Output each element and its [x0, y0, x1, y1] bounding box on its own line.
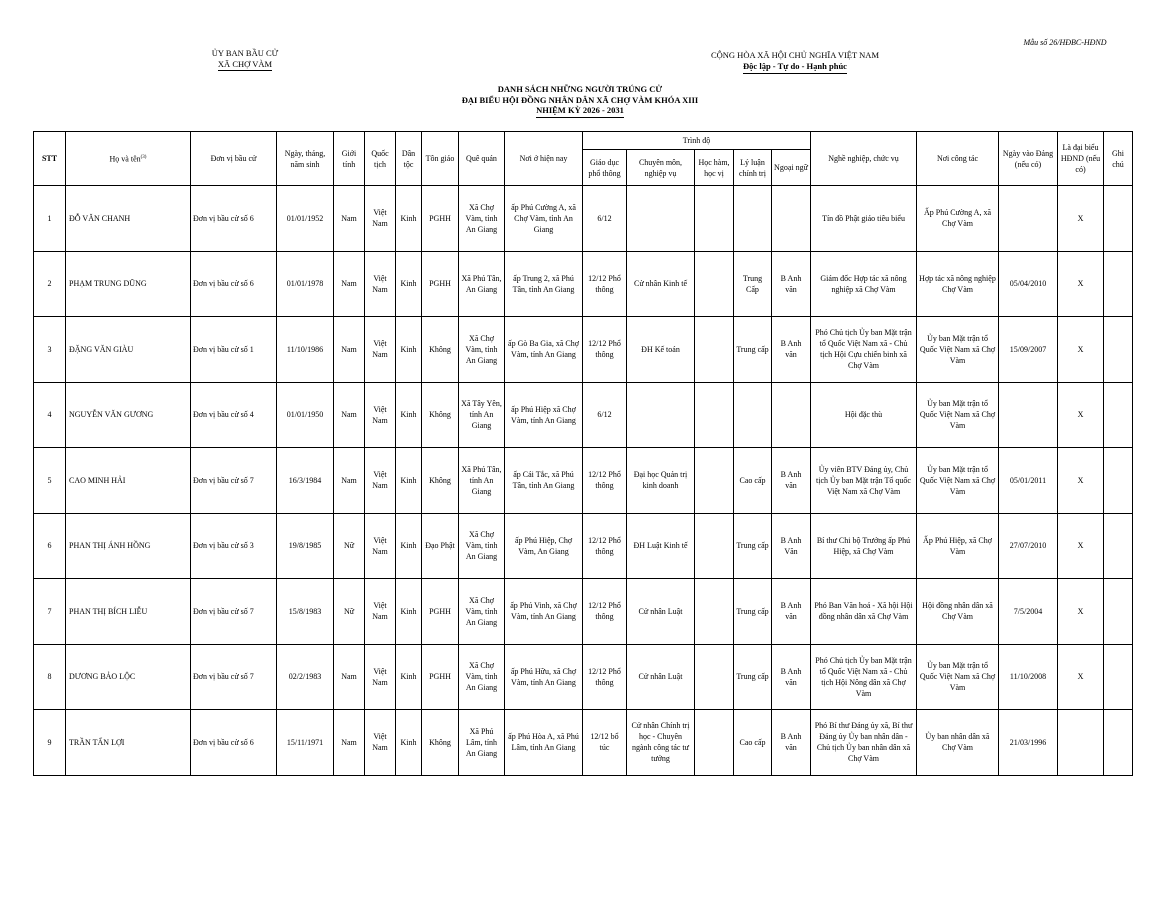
- cell-religion: PGHH: [422, 644, 459, 710]
- cell-hometown: Xã Phú Tân, An Giang: [459, 251, 505, 317]
- cell-nationality: Việt Nam: [365, 513, 396, 579]
- cell-is-delegate: X: [1058, 382, 1104, 448]
- cell-occupation: Ủy viên BTV Đảng ủy, Chủ tịch Ủy ban Mặt trận Tổ quốc Việt Nam xã Chợ Vàm: [811, 448, 917, 514]
- national-header: [690, 50, 900, 74]
- cell-ethnicity: Kinh: [396, 382, 422, 448]
- cell-language: B Anh văn: [772, 251, 811, 317]
- cell-hometown: Xã Phú Tân, tỉnh An Giang: [459, 448, 505, 514]
- cell-residence: ấp Gò Ba Gia, xã Chợ Vàm, tỉnh An Giang: [505, 317, 583, 383]
- cell-dob: 01/01/1952: [277, 186, 334, 252]
- cell-ethnicity: Kinh: [396, 317, 422, 383]
- cell-general-edu: 12/12 Phổ thông: [583, 644, 627, 710]
- cell-academic: [695, 513, 734, 579]
- cell-general-edu: 12/12 Phổ thông: [583, 251, 627, 317]
- document-title: [420, 84, 740, 118]
- cell-is-delegate: X: [1058, 579, 1104, 645]
- cell-political: Trung Cấp: [734, 251, 772, 317]
- cell-nationality: Việt Nam: [365, 448, 396, 514]
- cell-note: [1104, 644, 1133, 710]
- col-occupation: Nghề nghiệp, chức vụ: [811, 132, 917, 186]
- cell-academic: [695, 579, 734, 645]
- table-body: [34, 186, 1133, 776]
- cell-stt: 3: [34, 317, 66, 383]
- cell-political: [734, 382, 772, 448]
- cell-stt: 7: [34, 579, 66, 645]
- cell-language: [772, 186, 811, 252]
- form-number: Mẫu số 26/HĐBC-HĐND: [1023, 38, 1107, 47]
- cell-occupation: Giám đốc Hợp tác xã nông nghiệp xã Chợ Vàm: [811, 251, 917, 317]
- col-academic: Học hàm, học vị: [695, 150, 734, 186]
- cell-residence: ấp Trung 2, xã Phú Tân, tỉnh An Giang: [505, 251, 583, 317]
- cell-residence: ấp Phú Vinh, xã Chợ Vàm, tỉnh An Giang: [505, 579, 583, 645]
- cell-workplace: Hợp tác xã nông nghiệp Chợ Vàm: [917, 251, 999, 317]
- cell-occupation: Hội đặc thù: [811, 382, 917, 448]
- cell-name: DƯƠNG BẢO LỘC: [66, 644, 191, 710]
- cell-party-date: 15/09/2007: [999, 317, 1058, 383]
- cell-specialty: [627, 382, 695, 448]
- cell-is-delegate: X: [1058, 644, 1104, 710]
- cell-note: [1104, 579, 1133, 645]
- col-residence: Nơi ở hiện nay: [505, 132, 583, 186]
- cell-name: ĐỖ VĂN CHANH: [66, 186, 191, 252]
- cell-dob: 01/01/1978: [277, 251, 334, 317]
- cell-language: B Anh văn: [772, 448, 811, 514]
- col-education-group: Trình độ: [583, 132, 811, 150]
- cell-stt: 2: [34, 251, 66, 317]
- cell-academic: [695, 382, 734, 448]
- cell-is-delegate: X: [1058, 448, 1104, 514]
- cell-party-date: 05/04/2010: [999, 251, 1058, 317]
- col-nationality: Quốc tịch: [365, 132, 396, 186]
- cell-academic: [695, 448, 734, 514]
- cell-language: B Anh văn: [772, 644, 811, 710]
- cell-nationality: Việt Nam: [365, 251, 396, 317]
- cell-hometown: Xã Chợ Vàm, tỉnh An Giang: [459, 186, 505, 252]
- cell-unit: Đơn vị bầu cử số 7: [191, 448, 277, 514]
- cell-general-edu: 12/12 bổ túc: [583, 710, 627, 776]
- cell-occupation: Phó Chủ tịch Ủy ban Mặt trận tổ Quốc Việt Nam xã - Chủ tịch Hội Cựu chiến binh xã Chợ Vàm: [811, 317, 917, 383]
- cell-ethnicity: Kinh: [396, 579, 422, 645]
- col-note: Ghi chú: [1104, 132, 1133, 186]
- cell-unit: Đơn vị bầu cử số 7: [191, 579, 277, 645]
- cell-name: PHAN THỊ ÁNH HỒNG: [66, 513, 191, 579]
- table-row: [34, 448, 1133, 514]
- cell-note: [1104, 513, 1133, 579]
- cell-name: NGUYỄN VĂN GƯƠNG: [66, 382, 191, 448]
- cell-occupation: Phó Bí thư Đảng ủy xã, Bí thư Đảng ủy Ủy ban nhân dân - Chủ tịch Ủy ban nhân dân xã Chợ Vàm: [811, 710, 917, 776]
- cell-residence: ấp Phú Hữu, xã Chợ Vàm, tỉnh An Giang: [505, 644, 583, 710]
- cell-hometown: Xã Phú Lâm, tỉnh An Giang: [459, 710, 505, 776]
- cell-dob: 15/8/1983: [277, 579, 334, 645]
- table-row: [34, 579, 1133, 645]
- table-row: [34, 251, 1133, 317]
- cell-party-date: 21/03/1996: [999, 710, 1058, 776]
- cell-political: Trung cấp: [734, 644, 772, 710]
- col-hometown: Quê quán: [459, 132, 505, 186]
- cell-name: PHẠM TRUNG DŨNG: [66, 251, 191, 317]
- organization-commune: XÃ CHỢ VÀM: [217, 59, 273, 69]
- col-is-delegate: Là đại biểu HĐND (nếu có): [1058, 132, 1104, 186]
- cell-name: ĐẶNG VĂN GIÀU: [66, 317, 191, 383]
- cell-party-date: [999, 186, 1058, 252]
- cell-language: B Anh văn: [772, 579, 811, 645]
- cell-general-edu: 12/12 Phổ thông: [583, 579, 627, 645]
- cell-party-date: 27/07/2010: [999, 513, 1058, 579]
- cell-party-date: 05/01/2011: [999, 448, 1058, 514]
- cell-gender: Nam: [334, 251, 365, 317]
- cell-note: [1104, 186, 1133, 252]
- cell-occupation: Tín đồ Phật giáo tiêu biểu: [811, 186, 917, 252]
- cell-is-delegate: X: [1058, 186, 1104, 252]
- cell-political: [734, 186, 772, 252]
- col-unit: Đơn vị bầu cử: [191, 132, 277, 186]
- cell-gender: Nữ: [334, 513, 365, 579]
- cell-ethnicity: Kinh: [396, 710, 422, 776]
- cell-occupation: Phó Chủ tịch Ủy ban Mặt trận tổ Quốc Việt Nam xã - Chủ tịch Hội Nông dân xã Chợ Vàm: [811, 644, 917, 710]
- cell-academic: [695, 186, 734, 252]
- cell-specialty: Cử nhân Luật: [627, 579, 695, 645]
- cell-general-edu: 6/12: [583, 382, 627, 448]
- col-gender: Giới tính: [334, 132, 365, 186]
- cell-note: [1104, 382, 1133, 448]
- cell-general-edu: 12/12 Phổ thông: [583, 448, 627, 514]
- cell-political: Trung cấp: [734, 513, 772, 579]
- cell-hometown: Xã Chợ Vàm, tỉnh An Giang: [459, 644, 505, 710]
- cell-gender: Nam: [334, 448, 365, 514]
- cell-nationality: Việt Nam: [365, 186, 396, 252]
- cell-dob: 15/11/1971: [277, 710, 334, 776]
- cell-is-delegate: [1058, 710, 1104, 776]
- elected-delegates-table: [33, 131, 1133, 776]
- col-political: Lý luận chính trị: [734, 150, 772, 186]
- col-workplace: Nơi công tác: [917, 132, 999, 186]
- col-stt: STT: [34, 132, 66, 186]
- cell-general-edu: 12/12 Phổ thông: [583, 317, 627, 383]
- cell-hometown: Xã Chợ Vàm, tỉnh An Giang: [459, 317, 505, 383]
- cell-hometown: Xã Chợ Vàm, tỉnh An Giang: [459, 579, 505, 645]
- cell-specialty: Đại học Quản trị kinh doanh: [627, 448, 695, 514]
- cell-religion: PGHH: [422, 251, 459, 317]
- col-party-date: Ngày vào Đảng (nếu có): [999, 132, 1058, 186]
- cell-religion: PGHH: [422, 579, 459, 645]
- cell-occupation: Phó Ban Văn hoá - Xã hội Hội đồng nhân dân xã Chợ Vàm: [811, 579, 917, 645]
- cell-dob: 02/2/1983: [277, 644, 334, 710]
- cell-academic: [695, 251, 734, 317]
- cell-political: Trung cấp: [734, 579, 772, 645]
- header-row-1: [34, 132, 1133, 150]
- cell-workplace: Ủy ban Mặt trận tổ Quốc Việt Nam xã Chợ Vàm: [917, 382, 999, 448]
- cell-gender: Nam: [334, 317, 365, 383]
- cell-academic: [695, 317, 734, 383]
- cell-academic: [695, 644, 734, 710]
- table-row: [34, 186, 1133, 252]
- cell-unit: Đơn vị bầu cử số 3: [191, 513, 277, 579]
- cell-unit: Đơn vị bầu cử số 6: [191, 251, 277, 317]
- cell-gender: Nam: [334, 382, 365, 448]
- table-row: [34, 513, 1133, 579]
- cell-dob: 16/3/1984: [277, 448, 334, 514]
- cell-nationality: Việt Nam: [365, 710, 396, 776]
- cell-workplace: Hội đồng nhân dân xã Chợ Vàm: [917, 579, 999, 645]
- cell-residence: ấp Phú Cường A, xã Chợ Vàm, tỉnh An Giang: [505, 186, 583, 252]
- cell-residence: ấp Phú Hiệp, Chợ Vàm, An Giang: [505, 513, 583, 579]
- cell-name: TRẦN TẤN LỢI: [66, 710, 191, 776]
- title-line-2: ĐẠI BIỂU HỘI ĐỒNG NHÂN DÂN XÃ CHỢ VÀM KHÓA XIII: [461, 94, 699, 105]
- col-name-note: (3): [140, 155, 147, 161]
- cell-specialty: ĐH Luật Kinh tế: [627, 513, 695, 579]
- cell-residence: ấp Phú Hòa A, xã Phú Lâm, tỉnh An Giang: [505, 710, 583, 776]
- cell-note: [1104, 251, 1133, 317]
- nation-name: CỘNG HÒA XÃ HỘI CHỦ NGHĨA VIỆT NAM: [710, 50, 880, 60]
- col-general-edu: Giáo dục phổ thông: [583, 150, 627, 186]
- cell-nationality: Việt Nam: [365, 317, 396, 383]
- cell-language: B Anh Văn: [772, 513, 811, 579]
- cell-political: Cao cấp: [734, 710, 772, 776]
- cell-religion: Không: [422, 448, 459, 514]
- cell-ethnicity: Kinh: [396, 251, 422, 317]
- cell-specialty: Cử nhân Kinh tế: [627, 251, 695, 317]
- cell-language: B Anh văn: [772, 710, 811, 776]
- cell-nationality: Việt Nam: [365, 579, 396, 645]
- cell-stt: 4: [34, 382, 66, 448]
- table-row: [34, 317, 1133, 383]
- title-term: NHIỆM KỲ 2026 - 2031: [536, 105, 624, 118]
- cell-name: PHAN THỊ BÍCH LIỄU: [66, 579, 191, 645]
- cell-hometown: Xã Chợ Vàm, tỉnh An Giang: [459, 513, 505, 579]
- col-specialty: Chuyên môn, nghiệp vụ: [627, 150, 695, 186]
- cell-hometown: Xã Tây Yên, tỉnh An Giang: [459, 382, 505, 448]
- cell-religion: Không: [422, 317, 459, 383]
- election-committee-header: [190, 48, 300, 71]
- cell-language: B Anh văn: [772, 317, 811, 383]
- cell-ethnicity: Kinh: [396, 513, 422, 579]
- cell-general-edu: 6/12: [583, 186, 627, 252]
- col-dob: Ngày, tháng, năm sinh: [277, 132, 334, 186]
- cell-occupation: Bí thư Chi bộ Trưởng ấp Phú Hiệp, xã Chợ Vàm: [811, 513, 917, 579]
- cell-religion: PGHH: [422, 186, 459, 252]
- cell-party-date: 11/10/2008: [999, 644, 1058, 710]
- cell-is-delegate: X: [1058, 513, 1104, 579]
- cell-specialty: Cử nhân Luật: [627, 644, 695, 710]
- col-religion: Tôn giáo: [422, 132, 459, 186]
- cell-unit: Đơn vị bầu cử số 7: [191, 644, 277, 710]
- cell-note: [1104, 710, 1133, 776]
- cell-religion: Không: [422, 382, 459, 448]
- cell-gender: Nam: [334, 186, 365, 252]
- cell-religion: Không: [422, 710, 459, 776]
- cell-specialty: ĐH Kế toán: [627, 317, 695, 383]
- title-line-1: DANH SÁCH NHỮNG NGƯỜI TRÚNG CỬ: [497, 84, 663, 94]
- cell-ethnicity: Kinh: [396, 186, 422, 252]
- cell-specialty: [627, 186, 695, 252]
- cell-nationality: Việt Nam: [365, 644, 396, 710]
- cell-residence: ấp Phú Hiệp xã Chợ Vàm, tỉnh An Giang: [505, 382, 583, 448]
- col-language: Ngoại ngữ: [772, 150, 811, 186]
- cell-stt: 9: [34, 710, 66, 776]
- cell-unit: Đơn vị bầu cử số 4: [191, 382, 277, 448]
- cell-workplace: Ủy ban Mặt trận tổ Quốc Việt Nam xã Chợ Vàm: [917, 448, 999, 514]
- col-name: [66, 132, 191, 186]
- cell-gender: Nam: [334, 710, 365, 776]
- cell-academic: [695, 710, 734, 776]
- cell-stt: 8: [34, 644, 66, 710]
- cell-unit: Đơn vị bầu cử số 6: [191, 710, 277, 776]
- col-ethnicity: Dân tộc: [396, 132, 422, 186]
- table-row: [34, 710, 1133, 776]
- cell-general-edu: 12/12 Phổ thông: [583, 513, 627, 579]
- cell-workplace: Ủy ban nhân dân xã Chợ Vàm: [917, 710, 999, 776]
- cell-workplace: Ủy ban Mặt trận tổ Quốc Việt Nam xã Chợ Vàm: [917, 644, 999, 710]
- cell-unit: Đơn vị bầu cử số 6: [191, 186, 277, 252]
- cell-is-delegate: X: [1058, 251, 1104, 317]
- cell-ethnicity: Kinh: [396, 448, 422, 514]
- table-row: [34, 382, 1133, 448]
- cell-stt: 1: [34, 186, 66, 252]
- cell-nationality: Việt Nam: [365, 382, 396, 448]
- cell-political: Cao cấp: [734, 448, 772, 514]
- col-name-label: Họ và tên: [109, 154, 141, 164]
- cell-gender: Nam: [334, 644, 365, 710]
- cell-name: CAO MINH HẢI: [66, 448, 191, 514]
- cell-stt: 5: [34, 448, 66, 514]
- cell-residence: ấp Cái Tắc, xã Phú Tân, tỉnh An Giang: [505, 448, 583, 514]
- cell-is-delegate: X: [1058, 317, 1104, 383]
- cell-dob: 11/10/1986: [277, 317, 334, 383]
- cell-political: Trung cấp: [734, 317, 772, 383]
- organization-name: ỦY BAN BẦU CỬ: [211, 48, 279, 58]
- cell-note: [1104, 448, 1133, 514]
- cell-party-date: [999, 382, 1058, 448]
- cell-workplace: Ủy ban Mặt trận tổ Quốc Việt Nam xã Chợ Vàm: [917, 317, 999, 383]
- national-motto: Độc lập - Tự do - Hạnh phúc: [743, 61, 847, 74]
- cell-religion: Đạo Phật: [422, 513, 459, 579]
- cell-specialty: Cử nhân Chính trị học - Chuyên ngành công tác tư tưởng: [627, 710, 695, 776]
- cell-party-date: 7/5/2004: [999, 579, 1058, 645]
- table-row: [34, 644, 1133, 710]
- cell-dob: 01/01/1950: [277, 382, 334, 448]
- cell-note: [1104, 317, 1133, 383]
- cell-gender: Nữ: [334, 579, 365, 645]
- cell-unit: Đơn vị bầu cử số 1: [191, 317, 277, 383]
- cell-dob: 19/8/1985: [277, 513, 334, 579]
- cell-workplace: Ấp Phú Cường A, xã Chợ Vàm: [917, 186, 999, 252]
- cell-language: [772, 382, 811, 448]
- cell-ethnicity: Kinh: [396, 644, 422, 710]
- cell-stt: 6: [34, 513, 66, 579]
- cell-workplace: Ấp Phú Hiệp, xã Chợ Vàm: [917, 513, 999, 579]
